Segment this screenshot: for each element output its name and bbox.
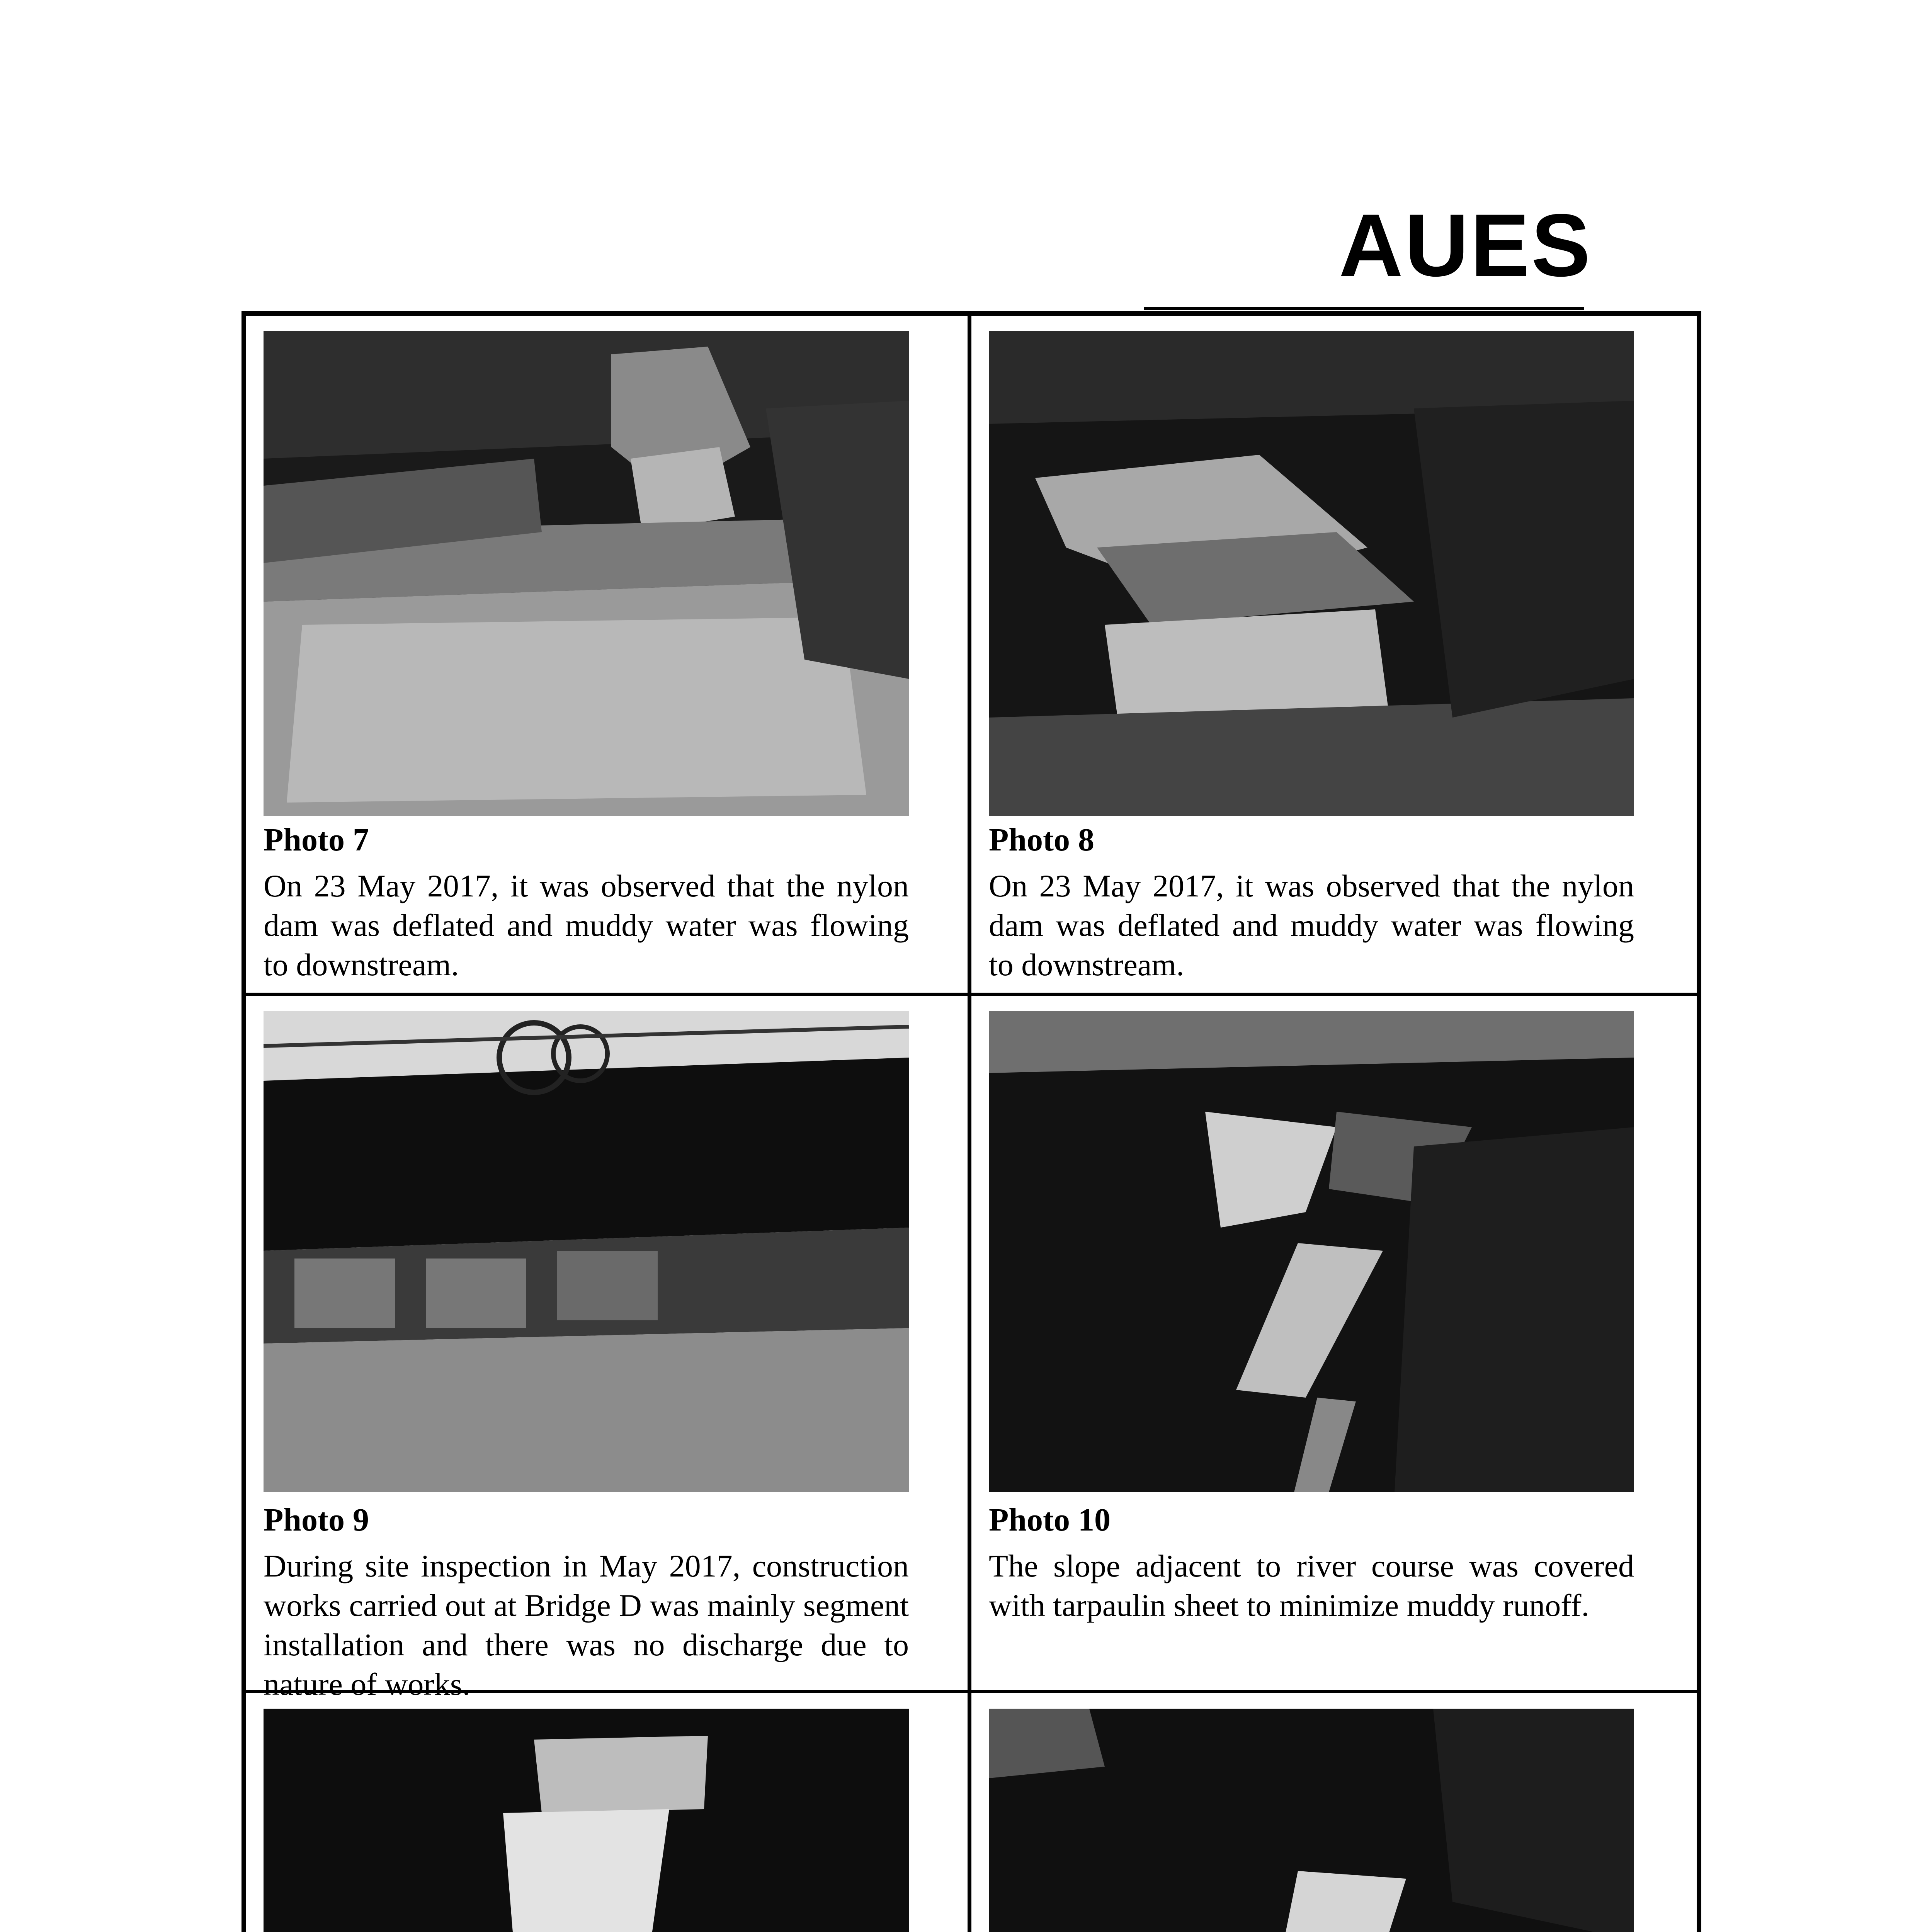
photo-cell-10 — [971, 996, 1697, 1693]
photo-cell-8 — [971, 316, 1697, 996]
header-rule — [1144, 307, 1584, 310]
photo-9-image — [264, 1011, 909, 1492]
photo-cell-7 — [246, 316, 971, 996]
photo-8-caption: On 23 May 2017, it was observed that the nylon dam was deflated and muddy water was flowing to downstream. — [989, 868, 1634, 982]
photo-8-image — [989, 331, 1634, 816]
photo-7-title: Photo 7 — [264, 822, 369, 858]
photo-8-title: Photo 8 — [989, 822, 1094, 858]
photo-12-image — [989, 1709, 1634, 1932]
photo-10-image — [989, 1011, 1634, 1492]
photo-10-caption: The slope adjacent to river course was covered with tarpaulin sheet to minimize muddy runoff. — [989, 1548, 1634, 1623]
photo-cell-9 — [246, 996, 971, 1702]
photo-table — [242, 311, 1701, 1932]
photo-11-image — [264, 1709, 909, 1932]
photo-cell-12 — [971, 1693, 1697, 1932]
photo-7-caption: On 23 May 2017, it was observed that the nylon dam was deflated and muddy water was flowing to downstream. — [264, 868, 909, 982]
photo-9-caption: During site inspection in May 2017, construction works carried out at Bridge D was mainly segment installation and there was no discharge due to nature of works. — [264, 1548, 909, 1702]
photo-7-image — [264, 331, 909, 816]
photo-cell-11 — [246, 1693, 971, 1932]
photo-9-title: Photo 9 — [264, 1502, 369, 1538]
aues-logo: AUES — [1338, 196, 1592, 295]
photo-10-title: Photo 10 — [989, 1502, 1111, 1538]
